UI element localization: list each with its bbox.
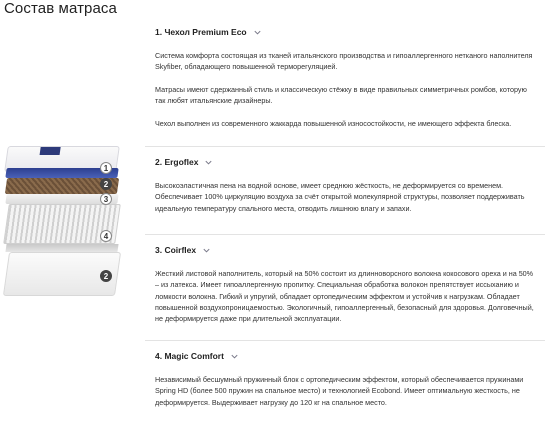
section-title: 4. Magic Comfort [155, 351, 224, 361]
section-cover [145, 22, 545, 140]
paragraph: Жесткий листовой наполнитель, который на 50% состоит из длинноворсного волокна кокосового ореха и на 50% – из латекса. Имеет гипоаллергенную пропитку. Специальная обработка волокон препятствует иссыханию и ломкости волокна. Гибкий и упругий, обладает ортопедическим эффектом и устойчив к нагрузкам. Обладает повышенной воздухопроницаемостью. Экологичный, гипоаллергенный, безопасный для здоровья. Долговечный, не деформируется даже при длительной эксплуатации. [155, 269, 534, 324]
section-magic-comfort-body [145, 374, 535, 408]
section-coirflex [145, 240, 545, 336]
section-ergoflex-body [145, 180, 535, 214]
layer-marker-1[interactable]: 1 [100, 162, 112, 174]
layer-marker-3[interactable]: 3 [100, 193, 112, 205]
paragraph: Высокоэластичная пена на водной основе, имеет среднюю жёсткость, не деформируется со временем. Обеспечивает 100% циркуляцию воздуха за счёт открытой молекулярной структуры, позволяет поддерживать идеальную температуру спального места, отводить лишнюю влагу и запахи. [155, 181, 525, 213]
brand-tag [40, 147, 61, 155]
section-title: 3. Coirflex [155, 245, 197, 255]
layer-marker-2[interactable]: 2 [100, 178, 112, 190]
paragraph: Независимый бесшумный пружинный блок с ортопедическим эффектом, который обеспечивается пружинами Spring HD (более 500 пружин на спальное место) и технологией Ecobond. Имеет оптимальную жесткость, не деформируется. Выдерживает нагрузку до 120 кг на спальное место. [155, 375, 524, 407]
layer-marker-4[interactable]: 4 [100, 230, 112, 242]
chevron-down-icon [230, 352, 239, 361]
layer-marker-2-bottom[interactable]: 2 [100, 270, 112, 282]
chevron-down-icon [253, 28, 262, 37]
page-title: Состав матраса [4, 0, 117, 17]
section-ergoflex-header[interactable] [145, 152, 545, 172]
section-magic-comfort-header[interactable] [145, 346, 545, 366]
chevron-down-icon [202, 246, 211, 255]
section-cover-header[interactable] [145, 22, 545, 42]
coir-bottom-layer [5, 244, 118, 252]
section-cover-body [145, 50, 535, 129]
divider [145, 340, 545, 341]
divider [145, 146, 545, 147]
paragraph: Система комфорта состоящая из тканей итальянского производства и гипоаллергенного нетканого наполнителя Skyfiber, обладающего повышенной терморегуляцией. [155, 51, 533, 72]
paragraph: Чехол выполнен из современного жаккарда повышенной износостойкости, не имеющего эффекта блеска. [155, 118, 512, 128]
mattress-illustration [0, 140, 125, 310]
section-title: 1. Чехол Premium Eco [155, 27, 247, 37]
divider [145, 234, 545, 235]
section-magic-comfort [145, 346, 545, 419]
paragraph: Матрасы имеют сдержанный стиль и классическую стёжку в виде правильных симметричных ромбов, которую так любят итальянские дизайнеры. [155, 84, 527, 106]
section-coirflex-header[interactable] [145, 240, 545, 260]
chevron-down-icon [204, 158, 213, 167]
section-title: 2. Ergoflex [155, 157, 199, 167]
section-ergoflex [145, 152, 545, 225]
section-coirflex-body [145, 268, 535, 324]
